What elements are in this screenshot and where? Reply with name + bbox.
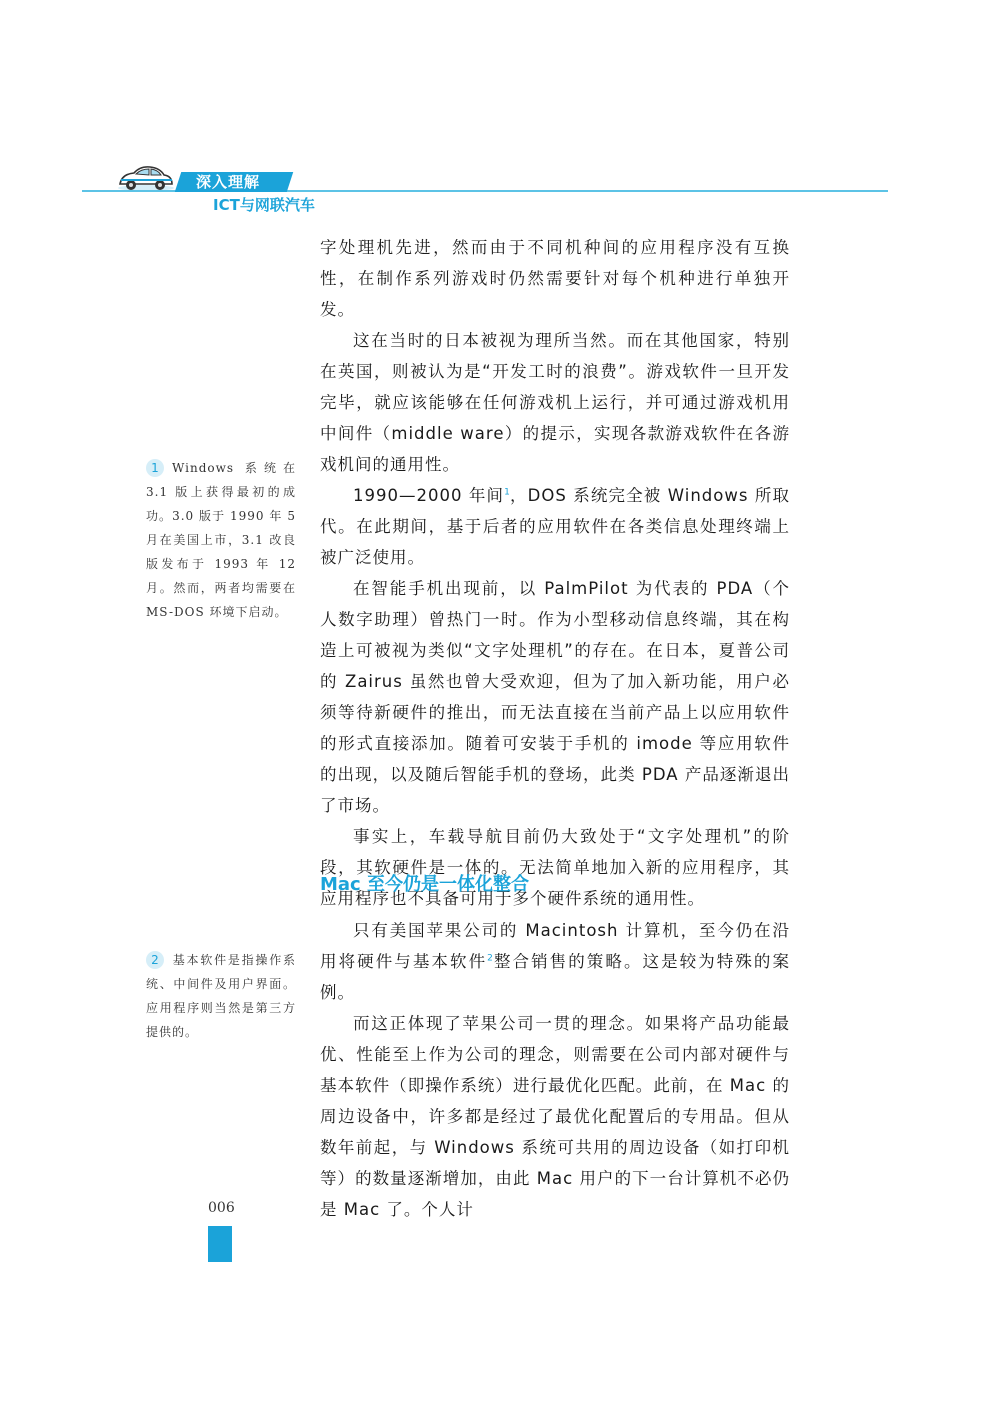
side-note-2 <box>146 948 296 1044</box>
paragraph: 字处理机先进，然而由于不同机种间的应用程序没有互换性，在制作系列游戏时仍然需要针对每个机种进行单独开发。 <box>320 238 790 319</box>
paragraph-text: 1990—2000 年间 <box>353 486 505 505</box>
header-subtitle: ICT与网联汽车 <box>213 196 315 214</box>
note-number-badge: 1 <box>146 459 164 477</box>
section-heading: Mac 至今仍是一体化整合 <box>320 874 529 895</box>
side-note-1 <box>146 456 296 624</box>
header-tag: 深入理解 <box>196 173 261 191</box>
paragraph: 事实上，车载导航目前仍大致处于“文字处理机”的阶段，其软硬件是一体的。无法简单地加入新的应用程序，其应用程序也不具备可用于多个硬件系统的通用性。 <box>320 827 790 908</box>
paragraph-text: ，DOS 系统完全被 Windows 所取代。在此期间，基于后者的应用软件在各类信息处理终端上被广泛使用。 <box>320 486 790 567</box>
paragraph <box>320 480 790 573</box>
page-header <box>0 0 992 220</box>
body-text-top <box>320 232 790 914</box>
paragraph-text: 只有美国苹果公司的 Macintosh 计算机，至今仍在沿用将硬件与基本软件 <box>320 921 790 971</box>
footnote-ref-2[interactable]: 2 <box>487 953 493 964</box>
page-number-bar <box>208 1226 232 1262</box>
paragraph <box>320 915 790 1008</box>
note-number-badge: 2 <box>146 951 164 969</box>
body-text-section <box>320 915 790 1225</box>
footnote-ref-1[interactable]: 1 <box>504 487 510 498</box>
paragraph: 而这正体现了苹果公司一贯的理念。如果将产品功能最优、性能至上作为公司的理念，则需要在公司内部对硬件与基本软件（即操作系统）进行最优化匹配。此前，在 Mac 的周边设备中，许多都是经过了最优化配置后的专用品。但从数年前起，与 Windows 系统可共用的周边设备（如打印机等）的数量逐渐增加，由此 Mac 用户的下一台计算机不必仍是 Mac 了。个人计 <box>320 1014 790 1219</box>
page-number: 006 <box>208 1200 235 1216</box>
paragraph: 在智能手机出现前，以 PalmPilot 为代表的 PDA（个人数字助理）曾热门一时。作为小型移动信息终端，其在构造上可被视为类似“文字处理机”的存在。在日本，夏普公司的 Zairus 虽然也曾大受欢迎，但为了加入新功能，用户必须等待新硬件的推出，而无法直接在当前产品上以应用软件的形式直接添加。随着可安装于手机的 imode 等应用软件的出现，以及随后智能手机的登场，此类 PDA 产品逐渐退出了市场。 <box>320 579 790 815</box>
paragraph: 这在当时的日本被视为理所当然。而在其他国家，特别在英国，则被认为是“开发工时的浪费”。游戏软件一旦开发完毕，就应该能够在任何游戏机上运行，并可通过游戏机用中间件（middle ware）的提示，实现各款游戏软件在各游戏机间的通用性。 <box>320 331 790 474</box>
paragraph-text: 整合销售的策略。这是较为特殊的案例。 <box>320 952 791 1002</box>
note-text: 基本软件是指操作系统、中间件及用户界面。应用程序则当然是第三方提供的。 <box>146 953 296 1039</box>
car-icon <box>116 164 176 192</box>
note-text: Windows 系统在 3.1 版上获得最初的成功。3.0 版于 1990 年 5 月在美国上市，3.1 改良版发布于 1993 年 12 月。然而，两者均需要在 MS-DOS 环境下启动。 <box>146 461 296 619</box>
